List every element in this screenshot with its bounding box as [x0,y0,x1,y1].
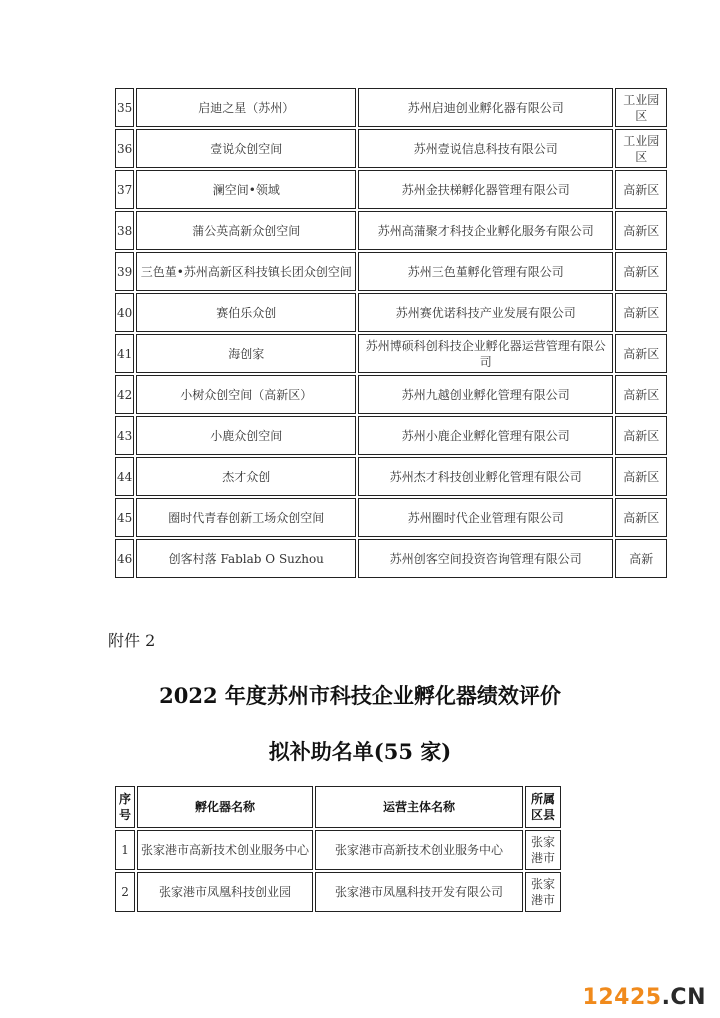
operator-name: 苏州三色堇孵化管理有限公司 [358,252,613,291]
operator-name: 苏州赛优诺科技产业发展有限公司 [358,293,613,332]
incubator-name: 澜空间•领域 [136,170,356,209]
header-no: 序号 [115,786,135,828]
row-number: 35 [115,88,134,127]
table-row [115,170,667,209]
table-row [115,539,667,578]
district: 高新区 [615,457,667,496]
table-row [115,88,667,127]
incubator-name: 创客村落 Fablab O Suzhou [136,539,356,578]
row-number: 43 [115,416,134,455]
annex-label: 附件 2 [108,631,156,650]
table-header-row [115,786,561,828]
watermark-part-2: .CN [661,985,706,1010]
table-row [115,830,561,870]
row-number: 36 [115,129,134,168]
operator-name: 苏州壹说信息科技有限公司 [358,129,613,168]
table-row [115,457,667,496]
district: 高新区 [615,293,667,332]
row-number: 40 [115,293,134,332]
table-row [115,334,667,373]
watermark-part-1: 12425 [582,985,662,1010]
operator-name: 张家港市凤凰科技开发有限公司 [315,872,523,912]
district: 张家港市 [525,872,561,912]
watermark-logo [583,985,706,1010]
row-number: 37 [115,170,134,209]
incubator-name: 圈时代青春创新工场众创空间 [136,498,356,537]
district: 高新区 [615,334,667,373]
header-district: 所属区县 [525,786,561,828]
row-number: 41 [115,334,134,373]
row-number: 1 [115,830,135,870]
header-operator-name: 运营主体名称 [315,786,523,828]
district: 工业园区 [615,129,667,168]
row-number: 39 [115,252,134,291]
table-row [115,252,667,291]
operator-name: 苏州启迪创业孵化器有限公司 [358,88,613,127]
table-row [115,872,561,912]
row-number: 46 [115,539,134,578]
page-title-line-1: 2022 年度苏州市科技企业孵化器绩效评价 [159,683,561,708]
district: 工业园区 [615,88,667,127]
operator-name: 苏州小鹿企业孵化管理有限公司 [358,416,613,455]
district: 高新区 [615,498,667,537]
operator-name: 张家港市高新技术创业服务中心 [315,830,523,870]
row-number: 38 [115,211,134,250]
operator-name: 苏州博硕科创科技企业孵化器运营管理有限公司 [358,334,613,373]
page-title-line-2: 拟补助名单(55 家) [268,739,452,764]
row-number: 2 [115,872,135,912]
district: 高新 [615,539,667,578]
incubator-list-table [113,86,669,580]
operator-name: 苏州高蒲聚才科技企业孵化服务有限公司 [358,211,613,250]
incubator-name: 壹说众创空间 [136,129,356,168]
incubator-name: 三色堇•苏州高新区科技镇长团众创空间 [136,252,356,291]
district: 张家港市 [525,830,561,870]
district: 高新区 [615,211,667,250]
incubator-name: 启迪之星（苏州） [136,88,356,127]
district: 高新区 [615,416,667,455]
incubator-name: 张家港市高新技术创业服务中心 [137,830,313,870]
incubator-name: 海创家 [136,334,356,373]
incubator-name: 杰才众创 [136,457,356,496]
subsidy-list-table [113,784,563,914]
table-row [115,293,667,332]
incubator-name: 小树众创空间（高新区） [136,375,356,414]
incubator-list-body [115,88,667,578]
row-number: 44 [115,457,134,496]
operator-name: 苏州金扶梯孵化器管理有限公司 [358,170,613,209]
row-number: 42 [115,375,134,414]
incubator-name: 赛伯乐众创 [136,293,356,332]
row-number: 45 [115,498,134,537]
operator-name: 苏州九越创业孵化管理有限公司 [358,375,613,414]
table-row [115,129,667,168]
subsidy-list-body [115,830,561,912]
table-row [115,375,667,414]
district: 高新区 [615,170,667,209]
incubator-name: 小鹿众创空间 [136,416,356,455]
incubator-name: 蒲公英高新众创空间 [136,211,356,250]
operator-name: 苏州杰才科技创业孵化管理有限公司 [358,457,613,496]
district: 高新区 [615,252,667,291]
table-row [115,416,667,455]
incubator-name: 张家港市凤凰科技创业园 [137,872,313,912]
operator-name: 苏州创客空间投资咨询管理有限公司 [358,539,613,578]
table-row [115,498,667,537]
operator-name: 苏州圈时代企业管理有限公司 [358,498,613,537]
district: 高新区 [615,375,667,414]
header-incubator-name: 孵化器名称 [137,786,313,828]
table-row [115,211,667,250]
